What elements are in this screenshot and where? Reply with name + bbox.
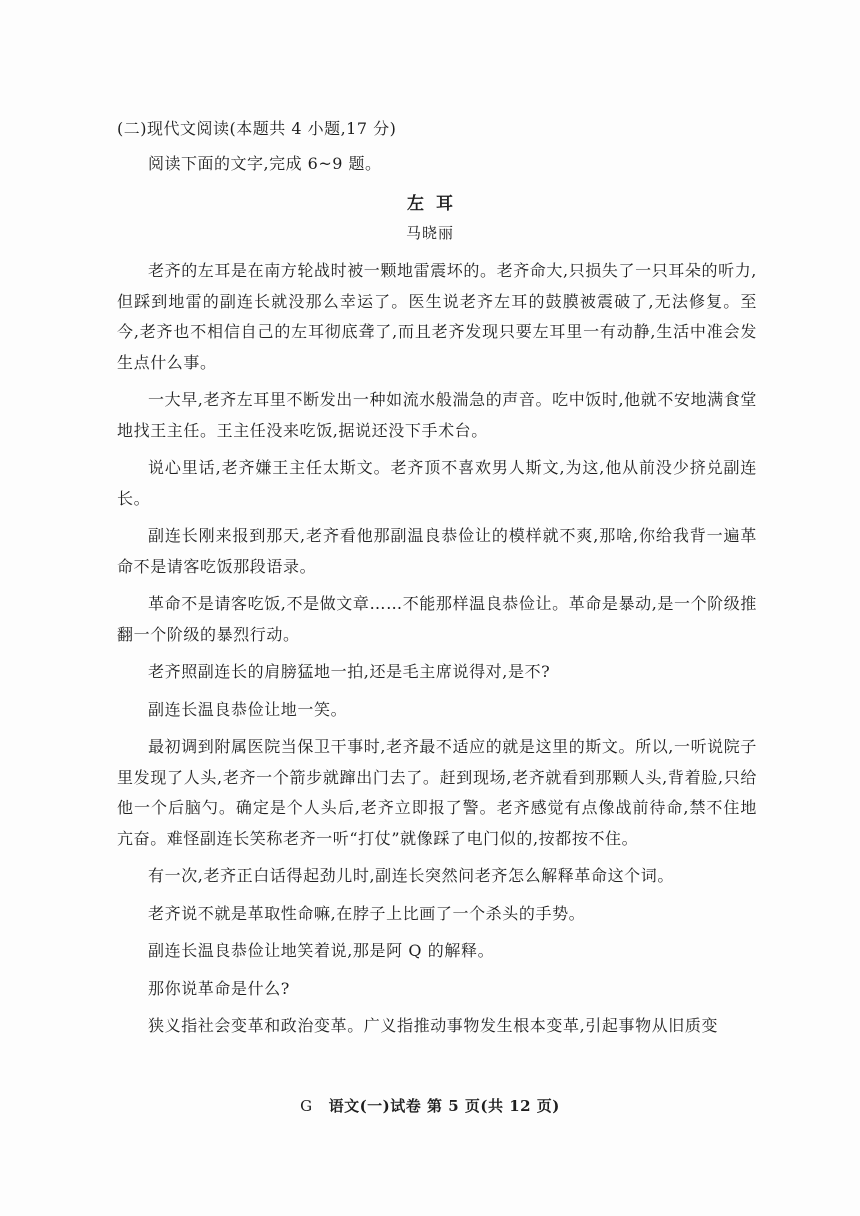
paragraph: 副连长温良恭俭让地一笑。 xyxy=(148,699,348,719)
paper-code: G xyxy=(300,1097,313,1115)
paragraph: 一大早,老齐左耳里不断发出一种如流水般湍急的声音。吃中饭时,他就不安地满食堂地找王主任。王主任没来吃饭,据说还没下手术台。 xyxy=(117,390,757,440)
page-footer xyxy=(0,1095,860,1116)
paragraph: 老齐说不就是革取性命嘛,在脖子上比画了一个杀头的手势。 xyxy=(148,903,586,923)
section-heading: (二)现代文阅读(本题共 4 小题,17 分) xyxy=(117,119,397,138)
instruction-text: 阅读下面的文字,完成 6~9 题。 xyxy=(148,154,382,173)
paragraph: 有一次,老齐正白话得起劲儿时,副连长突然问老齐怎么解释革命这个词。 xyxy=(148,866,674,885)
paragraph: 最初调到附属医院当保卫干事时,老齐最不适应的就是这里的斯文。所以,一听说院子里发现了人头,老齐一个箭步就蹿出门去了。赶到现场,老齐就看到那颗人头,背着脸,只给他一个后脑勺。确定是个人头后,老齐立即报了警。老齐感觉有点像战前待命,禁不住地亢奋。难怪副连长笑称老齐一听“打仗”就像踩了电门似的,按都按不住。 xyxy=(117,737,757,848)
paragraph: 那你说革命是什么? xyxy=(148,978,290,998)
article-author: 马晓丽 xyxy=(405,224,454,242)
article-body xyxy=(117,256,757,1049)
paragraph: 老齐的左耳是在南方轮战时被一颗地雷震坏的。老齐命大,只损失了一只耳朵的听力,但踩到地雷的副连长就没那么幸运了。医生说老齐左耳的鼓膜被震破了,无法修复。至今,老齐也不相信自己的左耳彻底聋了,而且老齐发现只要左耳里一有动静,生活中准会发生点什么事。 xyxy=(117,261,757,372)
paragraph: 狭义指社会变革和政治变革。广义指推动事物发生根本变革,引起事物从旧质变 xyxy=(148,1016,719,1035)
paragraph: 老齐照副连长的肩膀猛地一拍,还是毛主席说得对,是不? xyxy=(148,662,551,681)
paragraph: 副连长温良恭俭让地笑着说,那是阿 Q 的解释。 xyxy=(148,941,495,960)
paragraph: 革命不是请客吃饭,不是做文章……不能那样温良恭俭让。革命是暴动,是一个阶级推翻一个阶级的暴烈行动。 xyxy=(117,594,757,644)
paragraph: 说心里话,老齐嫌王主任太斯文。老齐顶不喜欢男人斯文,为这,他从前没少挤兑副连长。 xyxy=(117,458,757,508)
article-title: 左耳 xyxy=(407,194,465,214)
paragraph: 副连长刚来报到那天,老齐看他那副温良恭俭让的模样就不爽,那啥,你给我背一遍革命不是请客吃饭那段语录。 xyxy=(117,526,757,576)
page-number-label: 语文(一)试卷 第 5 页(共 12 页) xyxy=(328,1097,560,1115)
